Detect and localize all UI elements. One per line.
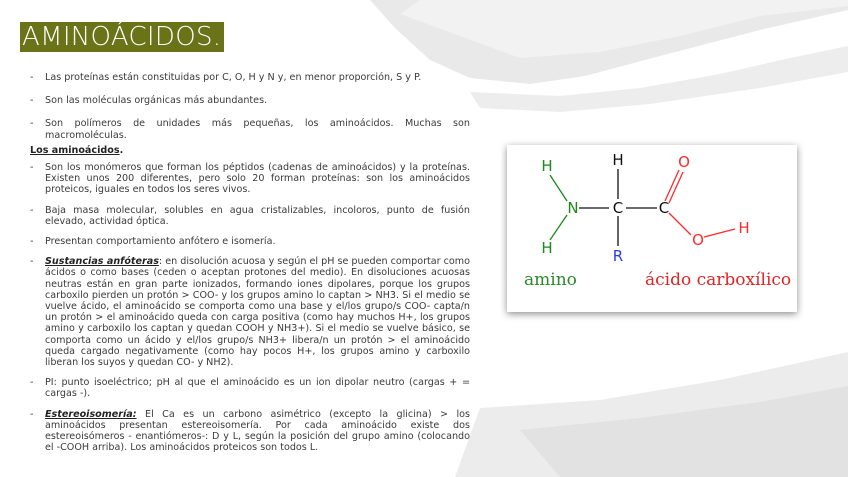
- term-body: : en disolución acuosa y según el pH se pueden comportar como ácidos o como bases (ceden o aceptan protones del medio). En disoluciones acuosas neutras están en gran parte ionizados, formando iones dipolares, porque los grupos carboxilo pierden un protón > COO- y los grupos amino lo captan > NH3. Si el medio se vuelve ácido, el aminoácido se comporta como una base y el/los grupo/s COO- capta/n un protón > el aminoácido queda con carga positiva (como hay muchos H+, los grupos amino y carboxilo los captan y quedan COOH y NH3+). Si el medio se vuelve básico, se comporta como un ácido y el/los grupo/s NH3+ libera/n un protón > el aminoácido queda cargado negativamente (como hay pocos H+, los grupos amino y carboxilo liberan los suyos y quedan CO- y NH2).: [45, 256, 471, 369]
- list-item: - Son las moléculas orgánicas más abundantes.: [30, 95, 470, 106]
- bond-h-n-bottom: [550, 215, 567, 240]
- atom-o-right: O: [692, 231, 704, 249]
- bond-o-h: [704, 229, 735, 237]
- page-title: AMINOÁCIDOS.: [20, 22, 224, 52]
- list-item: - PI: punto isoeléctrico; pH al que el aminoácido es un ion dipolar neutro (cargas + = cargas -).: [30, 377, 470, 399]
- term-anfoteras: Sustancias anfóteras: [45, 256, 159, 268]
- atom-o-top: O: [678, 153, 690, 171]
- section-subheading: [30, 145, 470, 156]
- atom-r: R: [612, 247, 624, 265]
- list-item: [30, 409, 470, 454]
- atom-c-alpha: C: [612, 199, 624, 217]
- bond-c-o-single: [669, 213, 691, 235]
- atom-h-top: H: [612, 151, 624, 169]
- atom-h-n-top: H: [541, 157, 553, 175]
- list-item: [30, 256, 470, 368]
- atom-n: N: [567, 199, 579, 217]
- atom-h-o: H: [738, 219, 750, 237]
- subheading-text: Los aminoácidos: [30, 144, 120, 156]
- list-item: - Las proteínas están constituidas por C, O, H y N y, en menor proporción, S y P.: [30, 72, 470, 83]
- label-amino: amino: [524, 270, 577, 290]
- list-item: - Son polímeros de unidades más pequeñas, los aminoácidos. Muchas son macromoléculas.: [30, 118, 470, 140]
- term-body: El Ca es un carbono asimétrico (excepto la glicina) > los aminoácidos presentan estereoisomería. Por cada aminoácido existe dos estereoisómeros - enantiómeros-: D y L, según la posición del grupo amino (colocando el -COOH arriba). Los aminoácidos proteicos son todos L.: [45, 408, 470, 454]
- intro-list: [30, 72, 470, 141]
- term-estereoisomeria: Estereoisomería:: [45, 408, 137, 420]
- list-item: - Baja masa molecular, solubles en agua cristalizables, incoloros, punto de fusión elevado, actividad óptica.: [30, 205, 470, 227]
- subheading-dot: .: [119, 144, 124, 156]
- atom-h-n-bottom: H: [541, 239, 553, 257]
- list-item: - Son los monómeros que forman los péptidos (cadenas de aminoácidos) y la proteínas. Existen unos 200 diferentes, pero solo 20 forman proteínas: son los aminoácidos proteicos, iguales en todos los seres vivos.: [30, 162, 470, 196]
- aminoacid-structure-figure: [507, 145, 797, 312]
- bond-h-n-top: [550, 175, 567, 201]
- list-item: - Presentan comportamiento anfótero e isomería.: [30, 236, 470, 247]
- aminoacid-list: [30, 162, 470, 453]
- label-acido-carboxilico: ácido carboxílico: [645, 270, 792, 290]
- main-content: [30, 72, 470, 453]
- atom-c-carboxyl: C: [658, 199, 670, 217]
- structure-diagram: [507, 145, 797, 312]
